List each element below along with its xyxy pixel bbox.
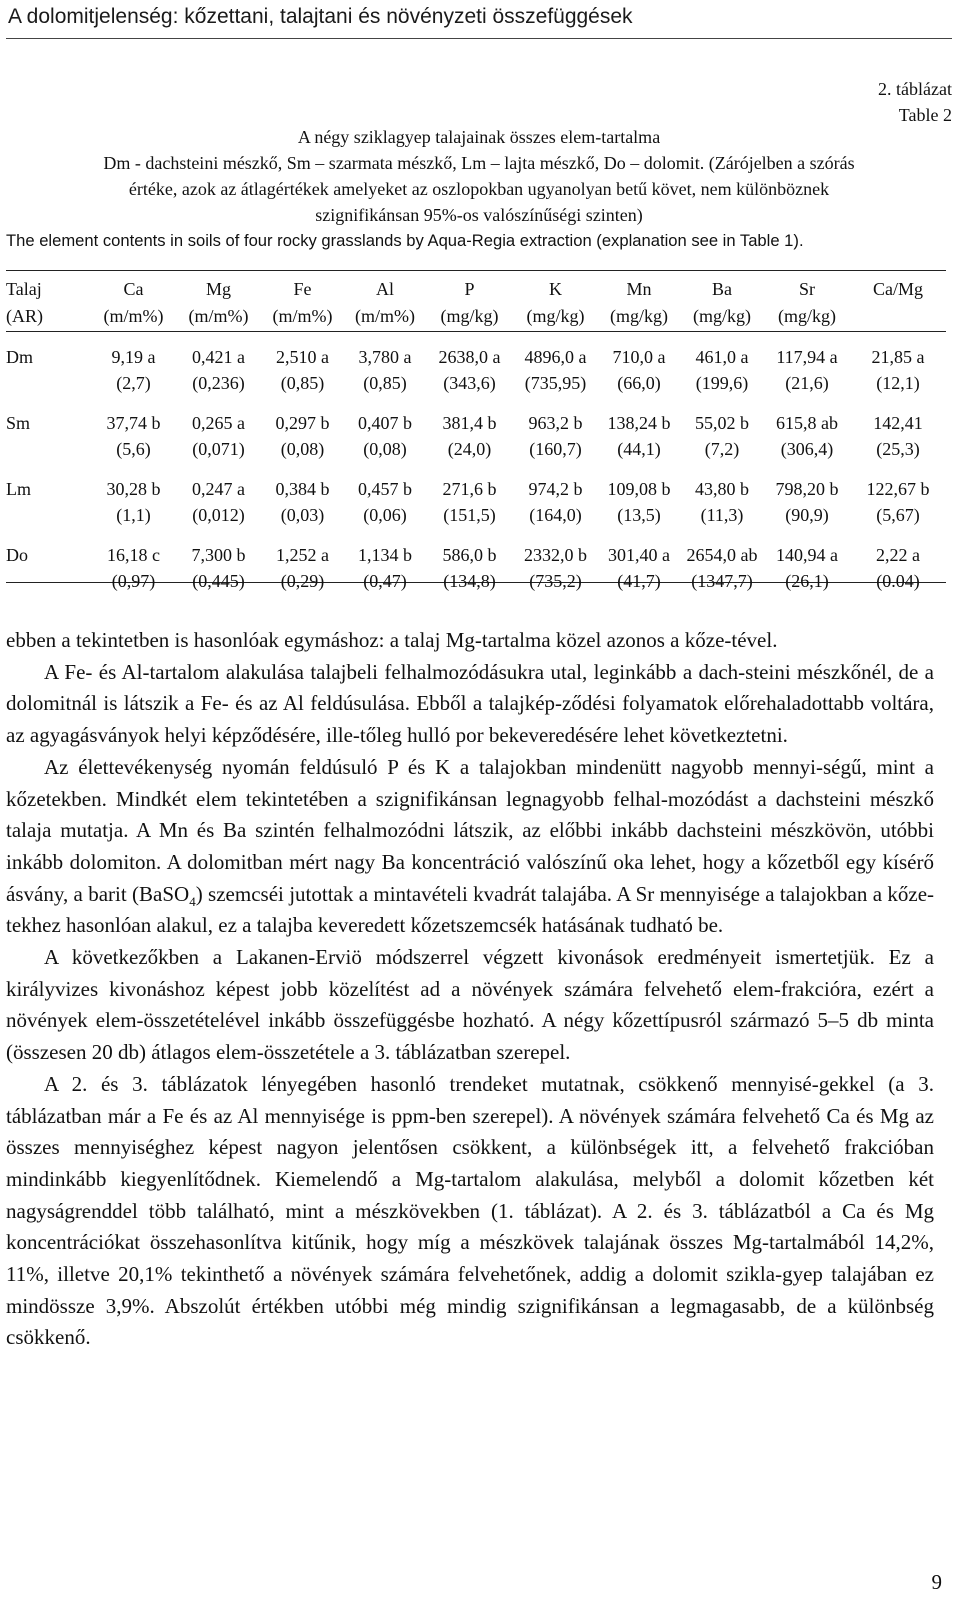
header-rule	[6, 38, 952, 39]
table-cell-sd: (160,7)	[529, 439, 582, 459]
table-cell-sd: (0,06)	[363, 505, 407, 525]
table-row-sm-sd	[6, 436, 946, 472]
table-cell-sd: (0,85)	[280, 373, 325, 393]
table-cell-sd: (0,47)	[363, 571, 407, 591]
caption-line: A négy sziklagyep talajainak összes elem-tartalma	[297, 127, 661, 147]
table-cell: 2332,0 b	[524, 545, 587, 565]
table-cell-sd: (343,6)	[443, 373, 496, 393]
running-header: A dolomitjelenség: kőzettani, talajtani és növényzeti összefüggések	[8, 5, 633, 28]
table-cell-sd: (0,97)	[111, 571, 156, 591]
table-cell-sd: (7,2)	[704, 439, 740, 459]
column-header: Sr	[798, 279, 815, 299]
table-cell-sd: (12,1)	[876, 373, 920, 393]
table-row-lm	[6, 472, 946, 502]
element-content-table	[6, 274, 946, 604]
table-caption-hu	[6, 124, 952, 228]
table-cell: 142,41	[873, 413, 923, 433]
table-cell: 271,6 b	[442, 479, 497, 499]
paragraph: ebben a tekintetben is hasonlóak egymáshoz: a talaj Mg-tartalma közel azonos a kőze-tével.	[6, 628, 778, 652]
column-header: P	[464, 279, 475, 299]
column-header: Ba	[712, 279, 732, 299]
table-cell: 381,4 b	[442, 413, 497, 433]
table-cell-sd: (0,236)	[192, 373, 245, 393]
table-cell: 7,300 b	[191, 545, 246, 565]
column-header: Talaj	[6, 279, 42, 299]
column-unit: (m/m%)	[188, 306, 249, 326]
table-cell-sd: (306,4)	[780, 439, 834, 459]
table-row-do-sd	[6, 568, 946, 604]
table-cell: 0,384 b	[275, 479, 330, 499]
table-cell-sd: (13,5)	[617, 505, 661, 525]
table-cell: 0,297 b	[275, 413, 330, 433]
table-number-en: Table 2	[898, 105, 952, 125]
header-row-units	[6, 303, 946, 340]
column-unit	[850, 303, 946, 340]
table-top-rule	[6, 270, 946, 271]
table-cell: 21,85 a	[871, 347, 925, 367]
table-cell-sd: (1347,7)	[691, 571, 753, 591]
table-cell: 9,19 a	[111, 347, 156, 367]
table-cell: 0,247 a	[192, 479, 245, 499]
table-caption-en: The element contents in soils of four rocky grasslands by Aqua-Regia extraction (explanation see in Table 1).	[6, 231, 804, 250]
table-cell: 0,265 a	[192, 413, 245, 433]
table-cell-sd: (134,8)	[443, 571, 496, 591]
table-cell-sd: (0,85)	[363, 373, 407, 393]
table-cell-sd: (0,29)	[280, 571, 325, 591]
table-cell: 1,252 a	[276, 545, 329, 565]
table-cell-sd: (66,0)	[617, 373, 661, 393]
column-unit: (mg/kg)	[778, 306, 836, 326]
table-cell-sd: (24,0)	[447, 439, 492, 459]
table-cell-sd: (0.04)	[876, 571, 920, 591]
table-cell: 798,20 b	[775, 479, 839, 499]
table-cell-sd: (735,2)	[529, 571, 582, 591]
paragraph-text: Az élettevékenység nyomán feldúsuló P és K a talajokban mindenütt nagyobb mennyi-ségű, mint a kőzetekben. Mindkét elem tekintetében a szignifikánsan legnagyobb felhal-mozódást a dachsteini mészkő talaja mutatja. A Mn és Ba szintén felhalmozódni látszik, az előbbi inkább dachsteini mészkövön, utóbbi inkább dolomiton. A dolomitban mért nagy Ba koncentráció valószínű oka lehet, hogy a kőzetből egy kísérő ásvány, a barit (BaSO	[6, 754, 934, 906]
table-cell-sd: (0,08)	[280, 439, 325, 459]
table-cell-sd: (41,7)	[617, 571, 661, 591]
column-header: Fe	[293, 279, 312, 299]
table-row-lm-sd	[6, 502, 946, 538]
column-header: K	[549, 279, 562, 299]
table-cell: 974,2 b	[528, 479, 583, 499]
soil-label: Lm	[6, 479, 31, 499]
table-cell-sd: (44,1)	[617, 439, 661, 459]
caption-line: értéke, azok az átlagértékek amelyeket az oszlopokban ugyanolyan betű követ, nem különböznek	[128, 179, 830, 199]
table-cell: 140,94 a	[776, 545, 838, 565]
column-header: Al	[376, 279, 394, 299]
table-number	[878, 76, 952, 128]
soil-label: Dm	[6, 347, 33, 367]
soil-label: Do	[6, 545, 28, 565]
table-cell-sd: (90,9)	[785, 505, 829, 525]
table-cell-sd: (0,08)	[363, 439, 407, 459]
table-cell: 461,0 a	[695, 347, 749, 367]
paragraph: A Fe- és Al-tartalom alakulása talajbeli felhalmozódásukra utal, leginkább a dach-steini mészkőnél, de a dolomitnál is látszik a Fe- és az Al feldúsulása. Ebből a talajkép-ződési folyamatok előrehaladottabb voltára, az agyagásványok helyi képződésére, ille-tőleg hulló por bekeveredésére lehet következtetni.	[6, 659, 934, 748]
table-cell-sd: (151,5)	[443, 505, 496, 525]
table-cell: 3,780 a	[358, 347, 412, 367]
table-cell: 2,22 a	[876, 545, 920, 565]
table-cell-sd: (0,03)	[280, 505, 325, 525]
paragraph	[6, 752, 934, 942]
column-unit: (mg/kg)	[610, 306, 668, 326]
table-cell: 138,24 b	[607, 413, 671, 433]
column-header: Mg	[205, 279, 231, 299]
column-unit: (m/m%)	[103, 306, 164, 326]
caption-line: szignifikánsan 95%-os valószínűségi szinten)	[315, 205, 643, 225]
table-cell: 2654,0 ab	[686, 545, 758, 565]
paragraph: A következőkben a Lakanen-Erviö módszerrel végzett kivonások eredményeit ismertetjük. Ez a királyvizes kivonáshoz képest jobb közelítést ad a növények számára felvehető elem-frakcióra, ezért a növények elem-összetételével inkább összefüggésbe hozható. A négy kőzettípusról származó 5–5 db minta (összesen 20 db) átlagos elem-összetétele a 3. táblázatban szerepel.	[6, 945, 934, 1065]
page-number: 9	[931, 1570, 942, 1594]
table-cell: 37,74 b	[106, 413, 161, 433]
body-text	[6, 625, 934, 1354]
paragraph-text: ) szemcséi jutottak a mintavételi kvadrát talajába. A Sr mennyisége a talajokban a kőze-tekhez hasonlóan alakul, ez a talajba keveredett kőzetszemcsék hatásának tudható be.	[6, 881, 935, 938]
table-cell: 0,421 a	[192, 347, 245, 367]
table-cell: 301,40 a	[608, 545, 670, 565]
column-header: Mn	[626, 279, 652, 299]
table-cell-sd: (2,7)	[116, 373, 151, 393]
soil-label: Sm	[6, 413, 31, 433]
table-cell-sd: (735,95)	[524, 373, 587, 393]
table-cell-sd: (21,6)	[785, 373, 829, 393]
table-cell: 30,28 b	[106, 479, 161, 499]
table-cell-sd: (199,6)	[695, 373, 749, 393]
table-cell-sd: (164,0)	[529, 505, 582, 525]
table-cell: 4896,0 a	[524, 347, 587, 367]
caption-line: Dm - dachsteini mészkő, Sm – szarmata mészkő, Lm – lajta mészkő, Do – dolomit. (Zárójelben a szórás	[103, 153, 855, 173]
table-cell: 117,94 a	[776, 347, 838, 367]
table-cell: 109,08 b	[607, 479, 671, 499]
paragraph: A 2. és 3. táblázatok lényegében hasonló trendeket mutatnak, csökkenő mennyisé-gekkel (a 3. táblázatban már a Fe és az Al mennyisége is ppm-ben szerepel). A növények számára felvehető Ca és Mg az összes mennyiséghez képest nagyon jelentősen csökkent, a különbségek itt, a felvehető frakcióban mindinkább kiegyenlítődnek. Kiemelendő a Mg-tartalom alakulása, melyből a dolomit kőzetben két nagyságrenddel több található, mint a mészkövekben (1. táblázat). A 2. és 3. táblázatból a Ca és Mg koncentrációkat összehasonlítva kitűnik, hogy míg a mészkövek talajának összes Mg-tartalmából 14,2%, 11%, illetve 20,1% tekinthető a növények számára felvehetőnek, addig a dolomit szikla-gyep talajában ez mindössze 3,9%. Abszolút értékben utóbbi még mindig szignifikánsan a legmagasabb, de a különbség csökkenő.	[6, 1071, 934, 1350]
table-cell: 2638,0 a	[438, 347, 501, 367]
header-row-names	[6, 274, 946, 303]
table-cell-sd: (5,67)	[876, 505, 920, 525]
table-row-dm	[6, 340, 946, 370]
table-number-hu: 2. táblázat	[878, 79, 952, 99]
table-cell: 586,0 b	[442, 545, 497, 565]
table-cell-sd: (11,3)	[700, 505, 744, 525]
table-cell: 43,80 b	[695, 479, 749, 499]
table-cell: 55,02 b	[695, 413, 749, 433]
table-row-sm	[6, 406, 946, 436]
table-cell-sd: (26,1)	[785, 571, 829, 591]
table-cell-sd: (0,071)	[192, 439, 245, 459]
table-cell: 0,407 b	[358, 413, 412, 433]
table-row-do	[6, 538, 946, 568]
subscript: 4	[189, 893, 196, 909]
column-unit: (AR)	[6, 306, 43, 326]
table-cell-sd: (25,3)	[876, 439, 920, 459]
table-cell-sd: (0,012)	[192, 505, 245, 525]
table-cell: 710,0 a	[612, 347, 666, 367]
column-header: Ca	[123, 279, 144, 299]
column-unit: (mg/kg)	[440, 306, 499, 326]
table-cell-sd: (1,1)	[116, 505, 151, 525]
column-header: Ca/Mg	[872, 279, 923, 299]
column-unit: (m/m%)	[272, 306, 333, 326]
column-unit: (mg/kg)	[526, 306, 585, 326]
table-cell: 16,18 c	[107, 545, 160, 565]
table-cell: 615,8 ab	[776, 413, 838, 433]
table-cell: 963,2 b	[528, 413, 583, 433]
table-cell: 2,510 a	[276, 347, 329, 367]
table-row-dm-sd	[6, 370, 946, 406]
table-cell-sd: (0,445)	[192, 571, 245, 591]
table-cell: 122,67 b	[866, 479, 930, 499]
column-unit: (m/m%)	[355, 306, 415, 326]
table-cell: 1,134 b	[358, 545, 412, 565]
table-cell-sd: (5,6)	[116, 439, 151, 459]
table-cell: 0,457 b	[358, 479, 412, 499]
column-unit: (mg/kg)	[693, 306, 751, 326]
